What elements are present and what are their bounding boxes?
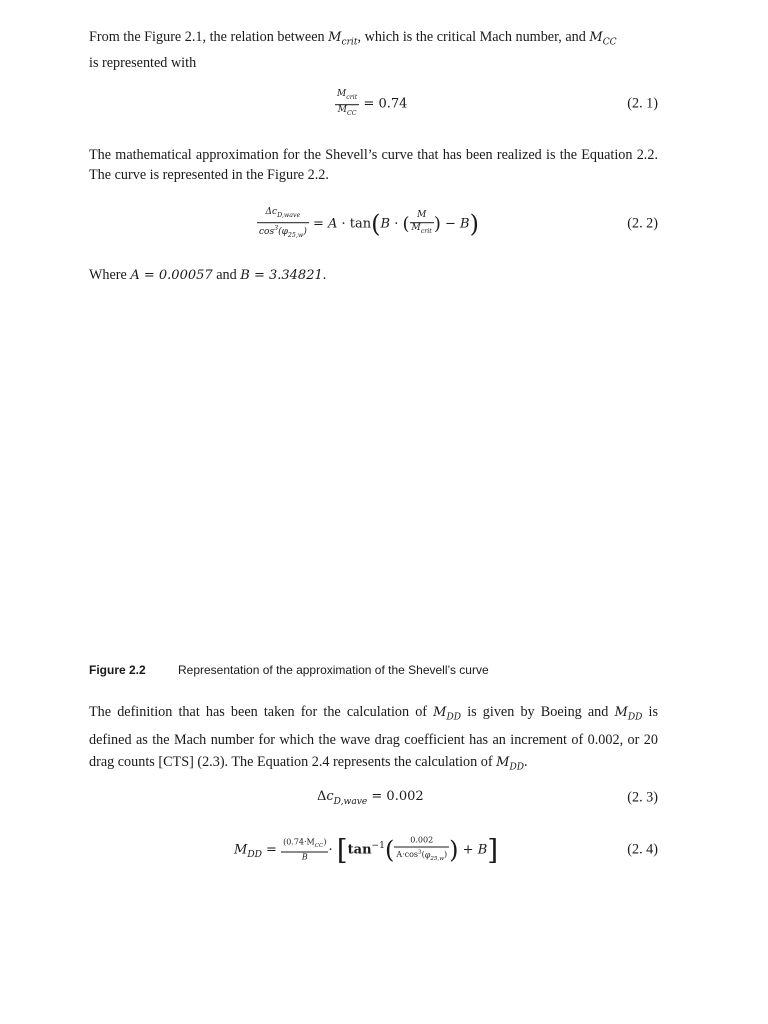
m-dd-symbol: $M_{DD}$: [614, 705, 643, 723]
paragraph-text: From the Figure 2.1, the relation between: [89, 29, 329, 45]
equation-number: (2. 4): [627, 841, 658, 858]
numerator-text: (0.74·M: [283, 837, 315, 847]
equation-2-2: [89, 204, 658, 244]
equation-body: $\Delta c_{D,wave} = 0.002$: [317, 789, 424, 807]
paragraph-text: .: [322, 267, 327, 283]
equation-number: (2. 2): [627, 215, 658, 232]
fraction: $\frac{M_{crit}}{M_{CC}}$: [337, 89, 358, 117]
paragraph-text: The definition that has been taken for the calculation of: [89, 704, 434, 720]
equation-rhs: = 0.002: [371, 789, 424, 805]
m-crit-symbol: $M_{crit}$: [328, 30, 358, 48]
fraction: $\frac{M}{M_{crit}}$: [411, 210, 432, 236]
paragraph-text: is defined as the Mach number for which the wave drag coefficient has an increment of 0.002, or 20 drag counts [CTS] (2.3). The Equation 2.4 represents the calculation of: [89, 704, 659, 770]
numerator-end: ): [323, 837, 327, 847]
m-dd-symbol: $M_{DD}$: [433, 705, 462, 723]
figure-label: Figure 2.2: [89, 663, 146, 677]
paragraph-constants: [89, 265, 658, 286]
paragraph-text: and: [212, 267, 241, 283]
equation-2-4: [89, 830, 658, 870]
equation-2-3: [89, 778, 658, 818]
m-cc-symbol: $M_{CC}$: [589, 30, 617, 48]
constant-b: B = 3.34821: [240, 268, 323, 283]
fraction: $\frac{\Delta c_{D,wave}}{\cos^3(\varphi_{25,w})}$: [259, 207, 307, 239]
paragraph-approximation: The mathematical approximation for the Shevell’s curve that has been realized is the Equation 2.2. The curve is represented in the Figure 2.2.: [89, 147, 658, 183]
paragraph-text: is given by Boeing and: [461, 704, 615, 720]
equation-2-1: [89, 84, 658, 124]
constant-a: A = 0.00057: [130, 268, 213, 283]
figure-caption: [89, 663, 489, 677]
equation-body: $\frac{\Delta c_{D,wave}}{\cos^3(\varphi_{25,w})}$ = A · tan(B · ( $\frac{M}{M_{crit}}$ ) − B): [259, 207, 479, 239]
paragraph-text: , which is the critical Mach number, and: [357, 29, 590, 45]
equation-body: [335, 89, 407, 119]
paragraph-relation: [89, 27, 658, 73]
equation-rhs: = 0.74: [363, 96, 408, 112]
fraction: $\frac{(0.74\cdot M_{CC})}{B}$: [283, 837, 327, 862]
paragraph-text: .: [524, 753, 528, 770]
paragraph-definition: [89, 701, 658, 778]
equation-number: (2. 1): [627, 95, 658, 112]
m-dd-symbol: $M_{DD}$: [496, 754, 525, 773]
fraction-constant: 0.002: [394, 836, 449, 848]
figure-caption-text: Representation of the approximation of the Shevell’s curve: [178, 663, 489, 677]
equation-body: $M_{DD}$ = $\frac{(0.74\cdot M_{CC})}{B}$ · [$\tan^{-1}$( $\frac{0.002}{A\cdot\cos^3(\varphi_{25,w})}$ ) + B]: [234, 833, 499, 867]
paragraph-text: is represented with: [89, 54, 197, 71]
fraction: $\frac{0.002}{A\cdot\cos^3(\varphi_{25,w})}$: [396, 835, 448, 863]
paragraph-text: Where: [89, 267, 131, 283]
equation-number: (2. 3): [627, 789, 658, 806]
